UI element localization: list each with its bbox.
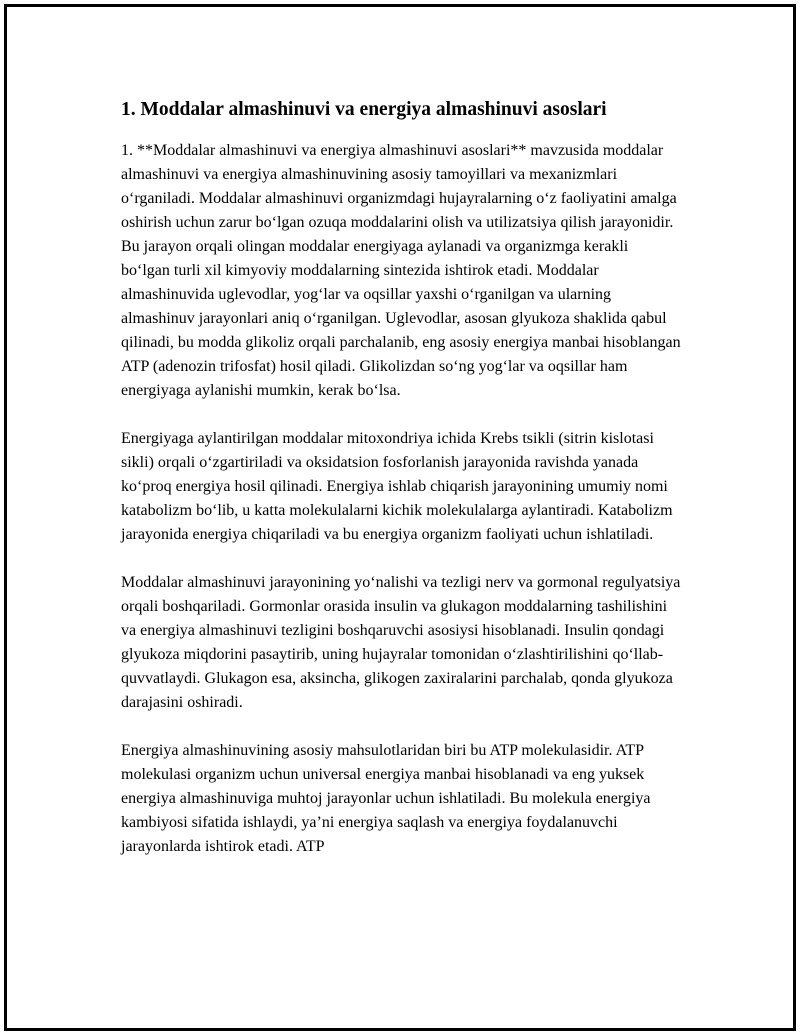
document-body bbox=[121, 97, 681, 883]
paragraph-4: Energiya almashinuvining asosiy mahsulotlaridan biri bu ATP molekulasidir. ATP molekulasi organizm uchun universal energiya manbai hisoblanadi va eng yuksek energiya almashinuviga muhtoj jarayonlar uchun ishlatiladi. Bu molekula energiya kambiyosi sifatida ishlaydi, ya’ni energiya saqlash va energiya foydalanuvchi jarayonlarda ishtirok etadi. ATP bbox=[121, 742, 651, 855]
page-frame bbox=[4, 4, 796, 1031]
section-heading: 1. Moddalar almashinuvi va energiya almashinuvi asoslari bbox=[121, 99, 607, 120]
paragraph-1: 1. **Moddalar almashinuvi va energiya almashinuvi asoslari** mavzusida moddalar almashinuvi va energiya almashinuvining asosiy tamoyillari va mexanizmlari o‘rganiladi. Moddalar almashinuvi organizmdagi hujayralarning o‘z faoliyatini amalga oshirish uchun zarur bo‘lgan ozuqa moddalarini olish va utilizatsiya qilish jarayonidir. Bu jarayon orqali olingan moddalar energiyaga aylanadi va organizmga kerakli bo‘lgan turli xil kimyoviy moddalarning sintezida ishtirok etadi. Moddalar almashinuvida uglevodlar, yog‘lar va oqsillar yaxshi o‘rganilgan va ularning almashinuv jarayonlari aniq o‘rganilgan. Uglevodlar, asosan glyukoza shaklida qabul qilinadi, bu modda glikoliz orqali parchalanib, eng asosiy energiya manbai hisoblangan ATP (adenozin trifosfat) hosil qiladi. Glikolizdan so‘ng yog‘lar va oqsillar ham energiyaga aylanishi mumkin, kerak bo‘lsa. bbox=[121, 142, 681, 399]
paragraph-2: Energiyaga aylantirilgan moddalar mitoxondriya ichida Krebs tsikli (sitrin kislotasi sikli) orqali o‘zgartiriladi va oksidatsion fosforlanish jarayonida ravishda yanada ko‘proq energiya hosil qilinadi. Energiya ishlab chiqarish jarayonining umumiy nomi katabolizm bo‘lib, u katta molekulalarni kichik molekulalarga aylantiradi. Katabolizm jarayonida energiya chiqariladi va bu energiya organizm faoliyati uchun ishlatiladi. bbox=[121, 430, 673, 543]
paragraph-3: Moddalar almashinuvi jarayonining yo‘nalishi va tezligi nerv va gormonal regulyatsiya orqali boshqariladi. Gormonlar orasida insulin va glukagon moddalarning tashilishini va energiya almashinuvi tezligini boshqaruvchi asosiysi hisoblanadi. Insulin qondagi glyukoza miqdorini pasaytirib, uning hujayralar tomonidan o‘zlashtirilishini qo‘llab-quvvatlaydi. Glukagon esa, aksincha, glikogen zaxiralarini parchalab, qonda glyukoza darajasini oshiradi. bbox=[121, 574, 681, 711]
